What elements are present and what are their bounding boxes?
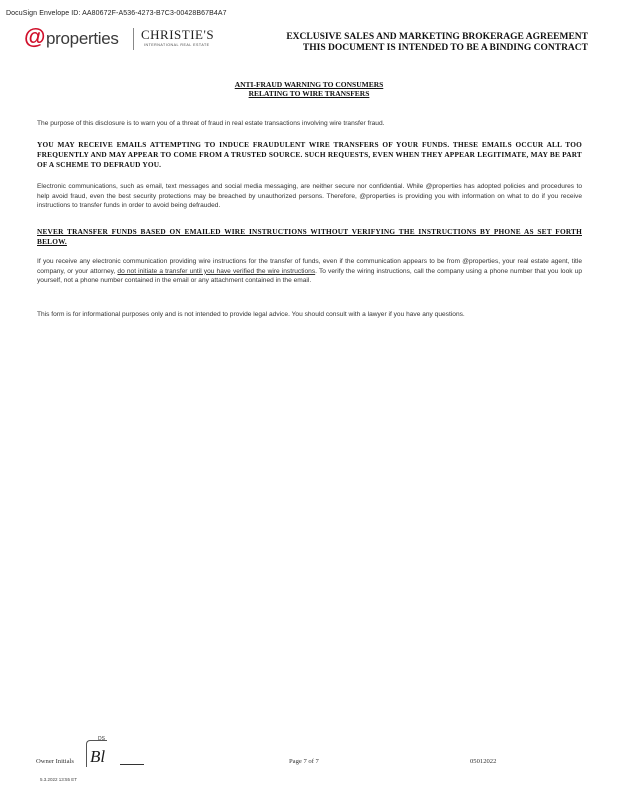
docusign-ds-label: DS [98, 736, 105, 742]
logo-divider [133, 28, 134, 50]
owner-initials-signature: Bl [90, 747, 106, 766]
envelope-id: DocuSign Envelope ID: AA80672F-A536-4273-B7C3-00428B67B4A7 [6, 10, 227, 17]
wire-instructions-text-a: If you receive any electronic communication providing wire instructions for the transfer of funds, even if the communication appears to be from @properties, your real estate agent, title company, or your attorney, [37, 258, 582, 275]
wire-instructions-emphasis: do not initiate a transfer until you have verified the wire instructions [117, 267, 316, 275]
paragraph-electronic-communications: Electronic communications, such as email, text messages and social media messaging, are neither secure nor confidential. While @properties has adopted policies and procedures to help avoid fraud, even the best security protections may be breached by unauthorized persons. Therefore, @properties is providing you with information on what to do if you receive instructions to transfer funds in order to avoid being defrauded. [37, 183, 582, 209]
wire-instructions-text-c: . To verify the wiring instructions, call the company using a phone number that you look up yourself, not a phone number contained in the email or any attachment contained in the email. [37, 267, 582, 284]
header-subtitle: THIS DOCUMENT IS INTENDED TO BE A BINDING CONTRACT [302, 43, 588, 53]
owner-initials-label: Owner Initials [36, 758, 74, 765]
properties-logo-at: @ [24, 24, 46, 49]
christies-logo: CHRISTIE'S [141, 27, 215, 42]
paragraph-warning-emails: YOU MAY RECEIVE EMAILS ATTEMPTING TO INDUCE FRAUDULENT WIRE TRANSFERS OF YOUR FUNDS. THESE EMAILS OCCUR ALL TOO FREQUENTLY AND MAY APPEAR TO COME FROM A TRUSTED SOURCE. SUCH REQUESTS, EVEN WHEN THEY APPEAR LEGITIMATE, MAY BE PART OF A SCHEME TO DEFRAUD YOU. [37, 140, 582, 169]
paragraph-legal-notice: This form is for informational purposes only and is not intended to provide legal advice. You should consult with a lawyer if you have any questions. [37, 311, 465, 318]
form-date: 05012022 [470, 758, 497, 765]
page-number: Page 7 of 7 [289, 758, 319, 765]
section-title-line1: ANTI-FRAUD WARNING TO CONSUMERS [234, 80, 384, 89]
paragraph-never-transfer: NEVER TRANSFER FUNDS BASED ON EMAILED WIRE INSTRUCTIONS WITHOUT VERIFYING THE INSTRUCTIONS BY PHONE AS SET FORTH BELOW. [37, 227, 582, 246]
document-number: 5.3.2022 13:55 ET [40, 777, 78, 782]
properties-logo-word: properties [46, 29, 119, 48]
paragraph-purpose: The purpose of this disclosure is to warn you of a threat of fraud in real estate transactions involving wire transfer fraud. [37, 120, 385, 127]
section-title-line2: RELATING TO WIRE TRANSFERS [248, 89, 370, 98]
christies-logo-subtitle: INTERNATIONAL REAL ESTATE [144, 43, 210, 47]
header-title: EXCLUSIVE SALES AND MARKETING BROKERAGE AGREEMENT [286, 32, 588, 42]
initials-line [120, 764, 144, 765]
paragraph-wire-instructions [37, 257, 582, 286]
